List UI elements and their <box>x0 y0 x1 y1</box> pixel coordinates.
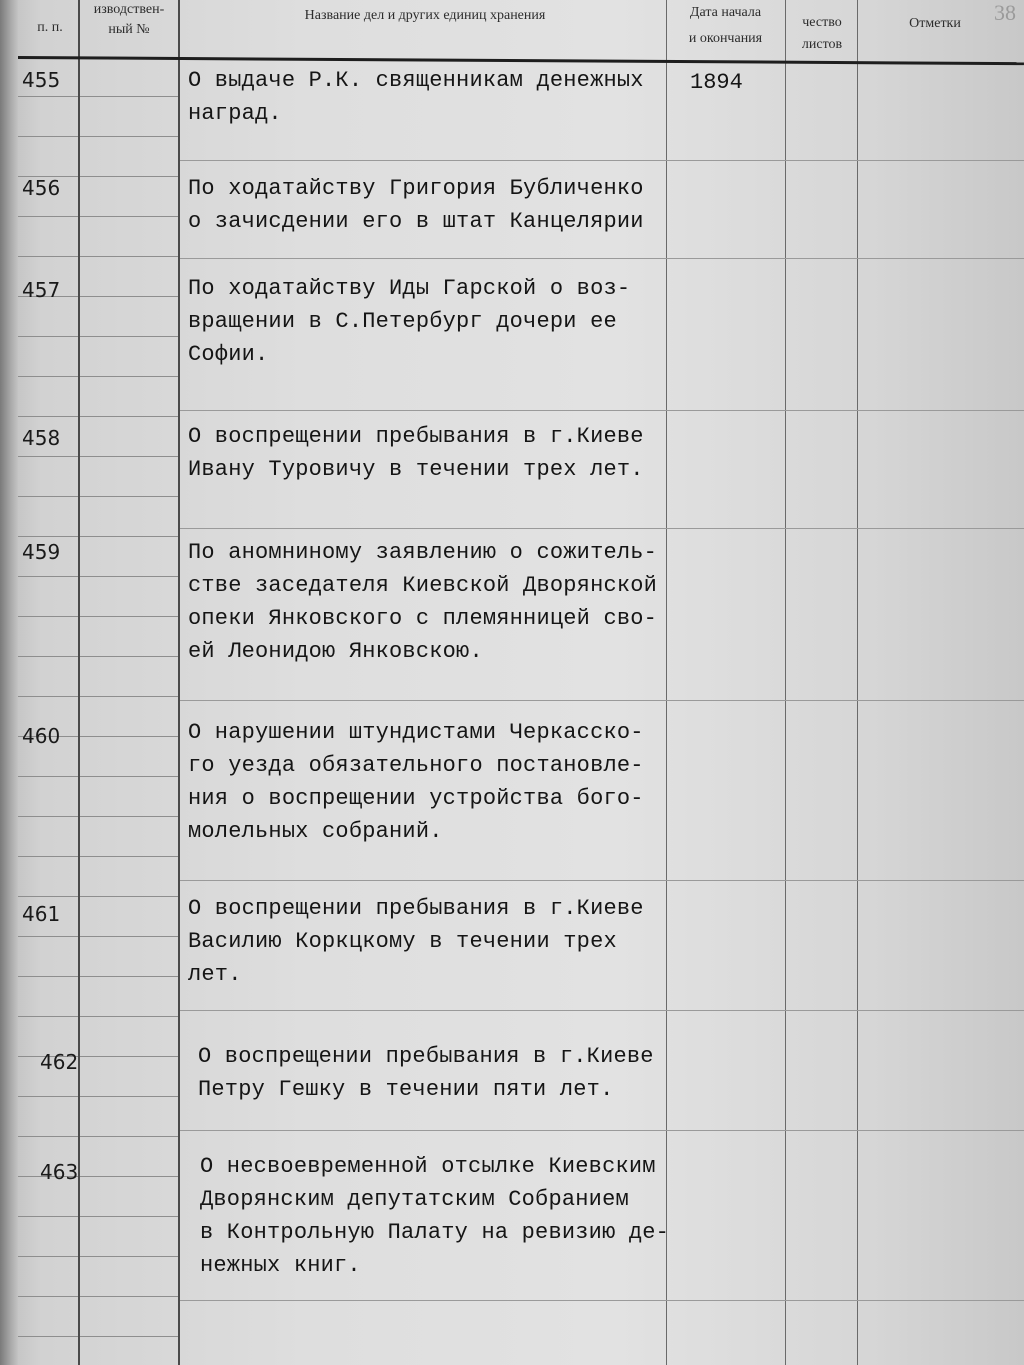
row-title: О воспрещении пребывания в г.Киеве Василию Коркцкому в течении трех лет. <box>188 896 644 987</box>
header-dates: Дата начала и окончания <box>688 5 763 46</box>
row-number: 459 <box>22 540 61 564</box>
column-divider <box>785 0 786 1365</box>
row-divider <box>180 258 1024 259</box>
row-number: 455 <box>22 68 61 92</box>
ruled-line <box>18 456 178 457</box>
ruled-line <box>18 1096 178 1097</box>
row-title: По ходатайству Иды Гарской о воз- вращении в С.Петербург дочери ее Софии. <box>188 276 631 367</box>
row-number: 461 <box>22 902 61 926</box>
column-divider <box>178 0 180 1365</box>
ruled-line <box>18 576 178 577</box>
ruled-line <box>18 1296 178 1297</box>
row-divider <box>180 1130 1024 1131</box>
ruled-line <box>18 136 178 137</box>
binding-spine <box>0 0 18 1365</box>
ruled-line <box>18 976 178 977</box>
row-divider <box>180 700 1024 701</box>
row-title: О воспрещении пребывания в г.Киеве Ивану Туровичу в течении трех лет. <box>188 424 644 482</box>
row-title: По аномниному заявлению о сожитель- стве заседателя Киевской Дворянской опеки Янковского с племянницей сво- ей Леонидою Янковскою. <box>188 540 658 664</box>
row-title: О выдаче Р.К. священникам денежных наград. <box>188 68 644 126</box>
ruled-line <box>18 536 178 537</box>
header-production-number: изводствен- ный № <box>93 2 165 37</box>
ruled-line <box>18 1336 178 1337</box>
row-number: 457 <box>22 278 61 302</box>
ruled-line <box>18 1256 178 1257</box>
ruled-line <box>18 936 178 937</box>
ruled-line <box>18 1016 178 1017</box>
ruled-line <box>18 896 178 897</box>
ruled-line <box>18 616 178 617</box>
row-divider <box>180 528 1024 529</box>
header-sheet-count: чество листов <box>801 15 843 52</box>
row-number: 458 <box>22 426 61 450</box>
row-number: 462 <box>40 1050 79 1074</box>
row-divider <box>180 880 1024 881</box>
row-number: 460 <box>22 724 61 748</box>
row-divider <box>180 1300 1024 1301</box>
ruled-line <box>18 856 178 857</box>
row-number: 456 <box>22 176 61 200</box>
ruled-line <box>18 216 178 217</box>
row-divider <box>180 160 1024 161</box>
ruled-line <box>18 1216 178 1217</box>
ruled-line <box>18 256 178 257</box>
row-title: По ходатайству Григория Бубличенко о зачисдении его в штат Канцелярии <box>188 176 644 234</box>
row-divider <box>180 410 1024 411</box>
ruled-line <box>18 816 178 817</box>
row-title: О воспрещении пребывания в г.Киеве Петру Гешку в течении пяти лет. <box>198 1044 654 1102</box>
ruled-line <box>18 336 178 337</box>
row-title: О нарушении штундистами Черкасско- го уезда обязательного постановле- ния о воспрещении устройства бого- молельных собраний. <box>188 720 644 844</box>
row-divider <box>180 1010 1024 1011</box>
ruled-line <box>18 696 178 697</box>
row-number: 463 <box>40 1160 79 1184</box>
column-divider <box>857 0 858 1365</box>
header-marks: Отметки <box>909 16 961 31</box>
ruled-line <box>18 96 178 97</box>
ruled-line <box>18 416 178 417</box>
header-title: Название дел и других единиц хранения <box>304 8 546 23</box>
ruled-line <box>18 656 178 657</box>
ruled-line <box>18 376 178 377</box>
header-number: п. п. <box>37 20 63 35</box>
ruled-line <box>18 1136 178 1137</box>
ruled-line <box>18 496 178 497</box>
ruled-line <box>18 776 178 777</box>
page-number: 38 <box>994 0 1016 25</box>
row-title: О несвоевременной отсылке Киевским Дворянским депутатским Собранием в Контрольную Палату на ревизию де- нежных книг. <box>200 1154 670 1278</box>
row-date: 1894 <box>690 70 743 95</box>
